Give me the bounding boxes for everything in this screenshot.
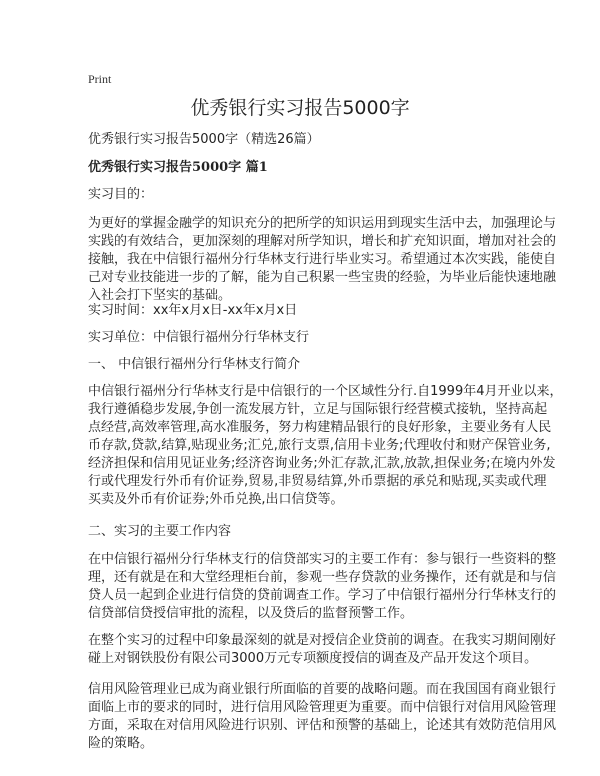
paragraph-line: 贷人员一起到企业进行信贷的贷前调查工作。学习了中信银行福州分行华林支行的 bbox=[88, 588, 557, 603]
paragraph-line: 一、 中信银行福州分行华林支行简介 bbox=[88, 357, 301, 372]
paragraph bbox=[88, 383, 563, 509]
paragraph-line: 在中信银行福州分行华林支行的信贷部实习的主要工作有：参与银行一些资料的整 bbox=[88, 552, 557, 567]
subtitle: 优秀银行实习报告5000字（精选26篇） bbox=[88, 132, 320, 147]
paragraph-line: 实习时间：xx年x月x日-xx年x月x日 bbox=[88, 303, 298, 318]
paragraph-line: 入社会打下坚实的基础。 bbox=[88, 288, 232, 303]
paragraph bbox=[88, 329, 309, 347]
paragraph-line: 理，还有就是在和大堂经理柜台前，参观一些存贷款的业务操作，还有就是和与信 bbox=[88, 570, 557, 585]
paragraph-line: 经济担保和信用见证业务;经济咨询业务;外汇存款,汇款,放款,担保业务;在境内外发 bbox=[88, 456, 556, 471]
paragraph-line: 买卖及外币有价证券;外币兑换,出口信贷等。 bbox=[88, 492, 344, 507]
paragraph-line: 实习单位：中信银行福州分行华林支行 bbox=[88, 330, 310, 345]
paragraph-line: 行或代理发行外币有价证券,贸易,非贸易结算,外币票据的承兑和贴现,买卖或代理 bbox=[88, 474, 547, 489]
paragraph-line: 中信银行福州分行华林支行是中信银行的一个区域性分行.自1999年4月开业以来， bbox=[88, 384, 563, 399]
paragraph-line: 实践的有效结合，更加深刻的理解对所学知识，增长和扩充知识面，增加对社会的 bbox=[88, 234, 557, 249]
print-link[interactable]: Print bbox=[88, 72, 112, 86]
section-heading: 优秀银行实习报告5000字 篇1 bbox=[88, 160, 268, 175]
paragraph-line: 信贷部信贷授信审批的流程，以及贷后的监督预警工作。 bbox=[88, 606, 414, 621]
paragraph bbox=[88, 356, 300, 374]
paragraph-line: 为更好的掌握金融学的知识充分的把所学的知识运用到现实生活中去，加强理论与 bbox=[88, 216, 557, 231]
paragraph bbox=[88, 523, 231, 541]
paragraph bbox=[88, 186, 153, 204]
paragraph-line: 币存款,贷款,结算,贴现业务;汇兑,旅行支票,信用卡业务;代理收付和财产保管业务, bbox=[88, 438, 551, 453]
paragraph bbox=[88, 632, 556, 668]
paragraph-line: 我行遵循稳步发展,争创一流发展方针，立足与国际银行经营模式接轨，坚持高起 bbox=[88, 402, 548, 417]
paragraph bbox=[88, 681, 556, 753]
paragraph-line: 在整个实习的过程中印象最深刻的就是对授信企业贷前的调查。在我实习期间刚好 bbox=[88, 633, 557, 648]
page-title: 优秀银行实习报告5000字 bbox=[190, 97, 410, 119]
paragraph-line: 点经营,高效率管理,高水准服务，努力构建精品银行的良好形象，主要业务有人民 bbox=[88, 420, 552, 435]
paragraph bbox=[88, 302, 297, 320]
paragraph-line: 接触，我在中信银行福州分行华林支行进行毕业实习。希望通过本次实践，能使自 bbox=[88, 252, 557, 267]
paragraph-line: 面临上市的要求的同时，进行信用风险管理更为重要。而中信银行对信用风险管理 bbox=[88, 700, 557, 715]
paragraph-line: 险的策略。 bbox=[88, 736, 154, 751]
paragraph-line: 方面，采取在对信用风险进行识别、评估和预警的基础上，论述其有效防范信用风 bbox=[88, 718, 557, 733]
paragraph bbox=[88, 551, 556, 623]
paragraph-line: 实习目的： bbox=[88, 187, 154, 202]
paragraph-line: 信用风险管理业已成为商业银行所面临的首要的战略问题。而在我国国有商业银行 bbox=[88, 682, 557, 697]
paragraph-line: 二、实习的主要工作内容 bbox=[88, 524, 232, 539]
paragraph bbox=[88, 215, 556, 305]
paragraph-line: 己对专业技能进一步的了解，能为自己积累一些宝贵的经验，为毕业后能快速地融 bbox=[88, 270, 557, 285]
paragraph-line: 碰上对钢铁股份有限公司3000万元专项额度授信的调查及产品开发这个项目。 bbox=[88, 651, 538, 666]
